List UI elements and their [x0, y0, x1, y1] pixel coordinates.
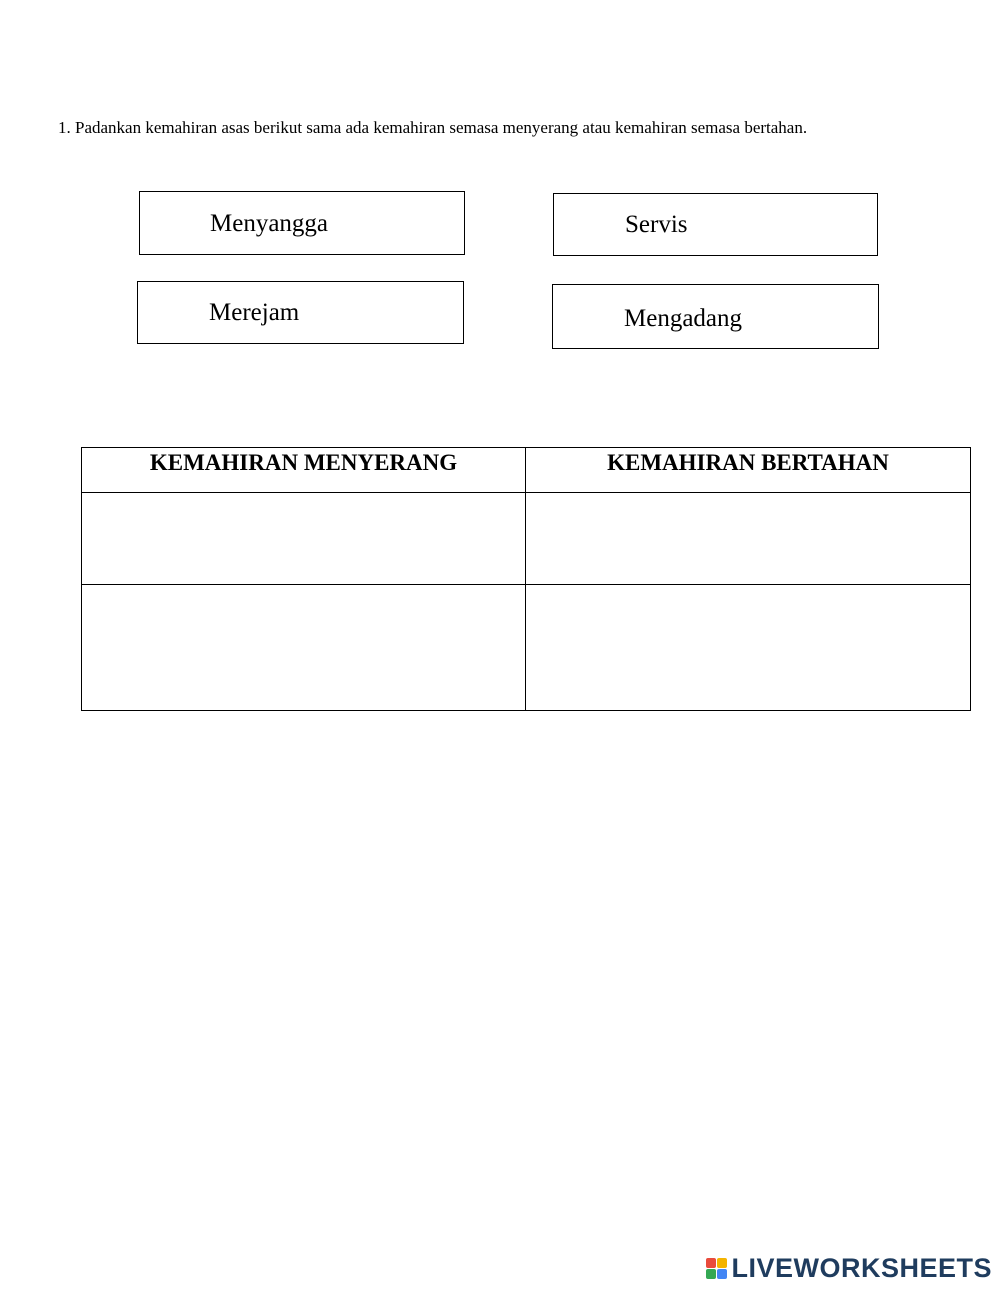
- liveworksheets-brand: [706, 1255, 992, 1282]
- word-box-label: Merejam: [209, 299, 300, 326]
- drop-cell-menyerang-2[interactable]: [82, 585, 526, 711]
- drop-cell-menyerang-1[interactable]: [82, 493, 526, 585]
- logo-square-4: [717, 1269, 727, 1279]
- table-header-row: [82, 448, 971, 493]
- drop-cell-bertahan-2[interactable]: [526, 585, 971, 711]
- table-row: [82, 493, 971, 585]
- instruction-text: 1. Padankan kemahiran asas berikut sama ada kemahiran semasa menyerang atau kemahiran semasa bertahan.: [58, 118, 808, 137]
- liveworksheets-wordmark: LIVEWORKSHEETS: [731, 1253, 992, 1283]
- word-box-mengadang[interactable]: [552, 284, 879, 349]
- answer-table: [81, 447, 971, 711]
- logo-square-3: [706, 1269, 716, 1279]
- header-kemahiran-menyerang: KEMAHIRAN MENYERANG: [82, 448, 526, 493]
- table-row: [82, 585, 971, 711]
- word-box-servis[interactable]: [553, 193, 878, 256]
- drop-cell-bertahan-1[interactable]: [526, 493, 971, 585]
- logo-square-2: [717, 1258, 727, 1268]
- liveworksheets-logo-icon: [706, 1258, 727, 1279]
- header-kemahiran-bertahan: KEMAHIRAN BERTAHAN: [526, 448, 971, 493]
- word-box-label: Servis: [625, 211, 688, 238]
- word-box-menyangga[interactable]: [139, 191, 465, 255]
- word-box-label: Menyangga: [210, 209, 329, 237]
- logo-square-1: [706, 1258, 716, 1268]
- word-box-label: Mengadang: [624, 305, 743, 332]
- word-box-merejam[interactable]: [137, 281, 464, 344]
